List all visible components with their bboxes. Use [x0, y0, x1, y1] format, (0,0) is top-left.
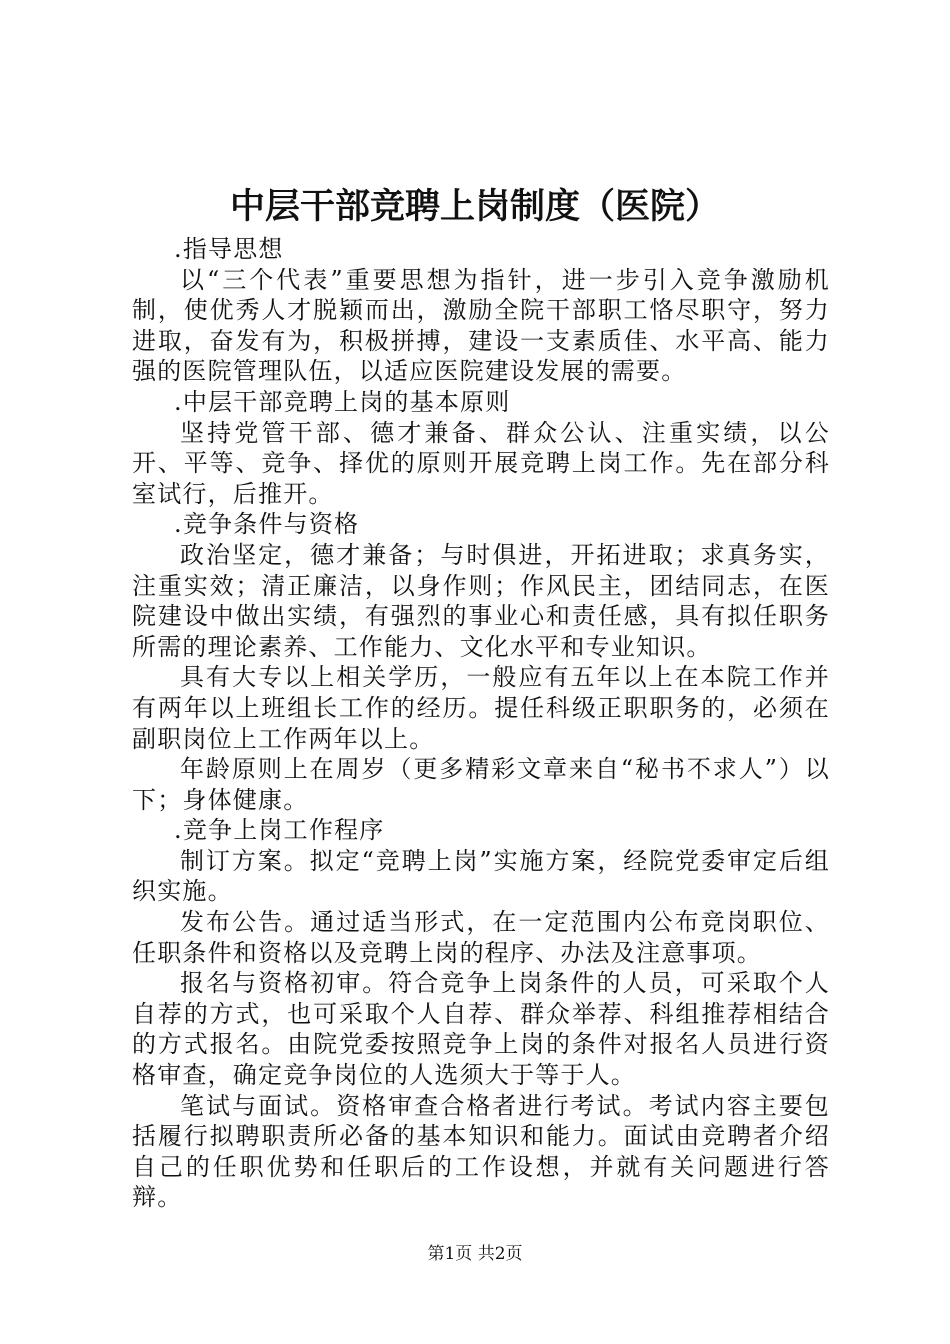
body-paragraph: 政治坚定，德才兼备；与时俱进，开拓进取；求真务实，注重实效；清正廉洁，以身作则；作风民主，团结同志，在医院建设中做出实绩，有强烈的事业心和责任感，具有拟任职务所需的理论素养、工作能力、文化水平和专业知识。 — [132, 540, 830, 661]
body-paragraph: 报名与资格初审。符合竞争上岗条件的人员，可采取个人自荐的方式，也可采取个人自荐、群众举荐、科组推荐相结合的方式报名。由院党委按照竞争上岗的条件对报名人员进行资格审查，确定竞争岗位的人选须大于等于人。 — [132, 969, 830, 1090]
body-paragraph: 坚持党管干部、德才兼备、群众公认、注重实绩，以公开、平等、竞争、择优的原则开展竞聘上岗工作。先在部分科室试行，后推开。 — [132, 418, 830, 508]
section-heading: .竞争条件与资格 — [174, 510, 360, 539]
section-heading: .中层干部竞聘上岗的基本原则 — [174, 387, 511, 416]
document-body — [132, 234, 830, 1213]
document-title: 中层干部竞聘上岗制度（医院） — [229, 186, 720, 227]
body-paragraph: 年龄原则上在周岁（更多精彩文章来自“秘书不求人”）以下；身体健康。 — [132, 755, 830, 814]
section-heading: .指导思想 — [174, 235, 284, 263]
page-footer: 第1页 共2页 — [427, 1244, 523, 1264]
body-paragraph: 以“三个代表”重要思想为指针，进一步引入竞争激励机制，使优秀人才脱颖而出，激励全院干部职工恪尽职守，努力进取，奋发有为，积极拼搏，建设一支素质佳、水平高、能力强的医院管理队伍，以适应医院建设发展的需要。 — [132, 265, 830, 386]
section-heading: .竞争上岗工作程序 — [174, 816, 385, 845]
body-paragraph: 具有大专以上相关学历，一般应有五年以上在本院工作并有两年以上班组长工作的经历。提任科级正职职务的，必须在副职岗位上工作两年以上。 — [132, 663, 830, 753]
body-paragraph: 制订方案。拟定“竞聘上岗”实施方案，经院党委审定后组织实施。 — [132, 846, 830, 906]
body-paragraph: 笔试与面试。资格审查合格者进行考试。考试内容主要包括履行拟聘职责所必备的基本知识和能力。面试由竞聘者介绍自己的任职优势和任职后的工作设想，并就有关问题进行答辩。 — [132, 1091, 830, 1212]
body-paragraph: 发布公告。通过适当形式，在一定范围内公布竞岗职位、任职条件和资格以及竞聘上岗的程序、办法及注意事项。 — [132, 908, 830, 967]
